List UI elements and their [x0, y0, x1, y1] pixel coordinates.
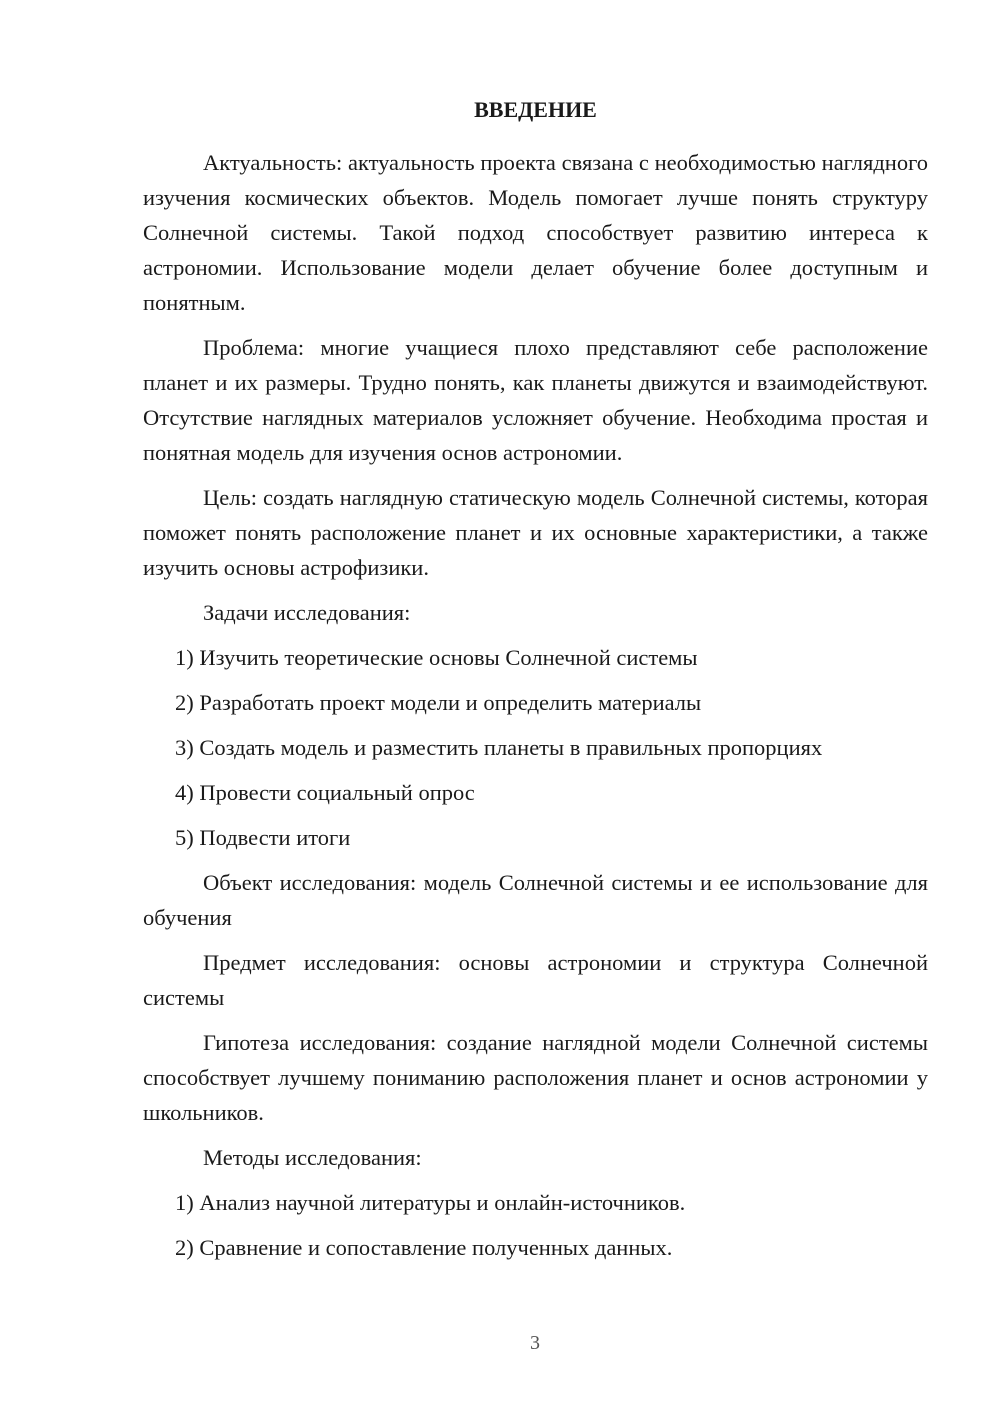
paragraph-problem: Проблема: многие учащиеся плохо представляют себе расположение планет и их размеры. Трудно понять, как планеты движутся и взаимодействуют. Отсутствие наглядных материалов усложняет обучение. Необходима простая и понятная модель для изучения основ астрономии.: [143, 335, 928, 465]
list-item: 1) Изучить теоретические основы Солнечной системы: [175, 645, 698, 670]
list-item: 2) Сравнение и сопоставление полученных данных.: [175, 1235, 673, 1260]
paragraph-object: Объект исследования: модель Солнечной системы и ее использование для обучения: [143, 870, 928, 930]
methods-list: [143, 1185, 928, 1265]
list-item: 5) Подвести итоги: [175, 825, 351, 850]
methods-label: Методы исследования:: [203, 1145, 422, 1170]
list-item: 2) Разработать проект модели и определить материалы: [175, 690, 702, 715]
paragraph-relevance: Актуальность: актуальность проекта связана с необходимостью наглядного изучения космических объектов. Модель помогает лучше понять структуру Солнечной системы. Такой подход способствует развитию интереса к астрономии. Использование модели делает обучение более доступным и понятным.: [143, 150, 928, 315]
list-item: 4) Провести социальный опрос: [175, 780, 475, 805]
document-page: [143, 92, 928, 1275]
list-item: 1) Анализ научной литературы и онлайн-источников.: [175, 1190, 686, 1215]
list-item: 3) Создать модель и разместить планеты в правильных пропорциях: [175, 735, 823, 760]
tasks-label: Задачи исследования:: [203, 600, 411, 625]
paragraph-subject: Предмет исследования: основы астрономии и структура Солнечной системы: [143, 950, 928, 1010]
tasks-list: [143, 640, 928, 855]
paragraph-hypothesis: Гипотеза исследования: создание наглядной модели Солнечной системы способствует лучшему пониманию расположения планет и основ астрономии у школьников.: [143, 1030, 928, 1125]
page-number: 3: [530, 1332, 540, 1354]
section-heading: ВВЕДЕНИЕ: [474, 97, 597, 122]
paragraph-goal: Цель: создать наглядную статическую модель Солнечной системы, которая поможет понять расположение планет и их основные характеристики, а также изучить основы астрофизики.: [143, 485, 928, 580]
